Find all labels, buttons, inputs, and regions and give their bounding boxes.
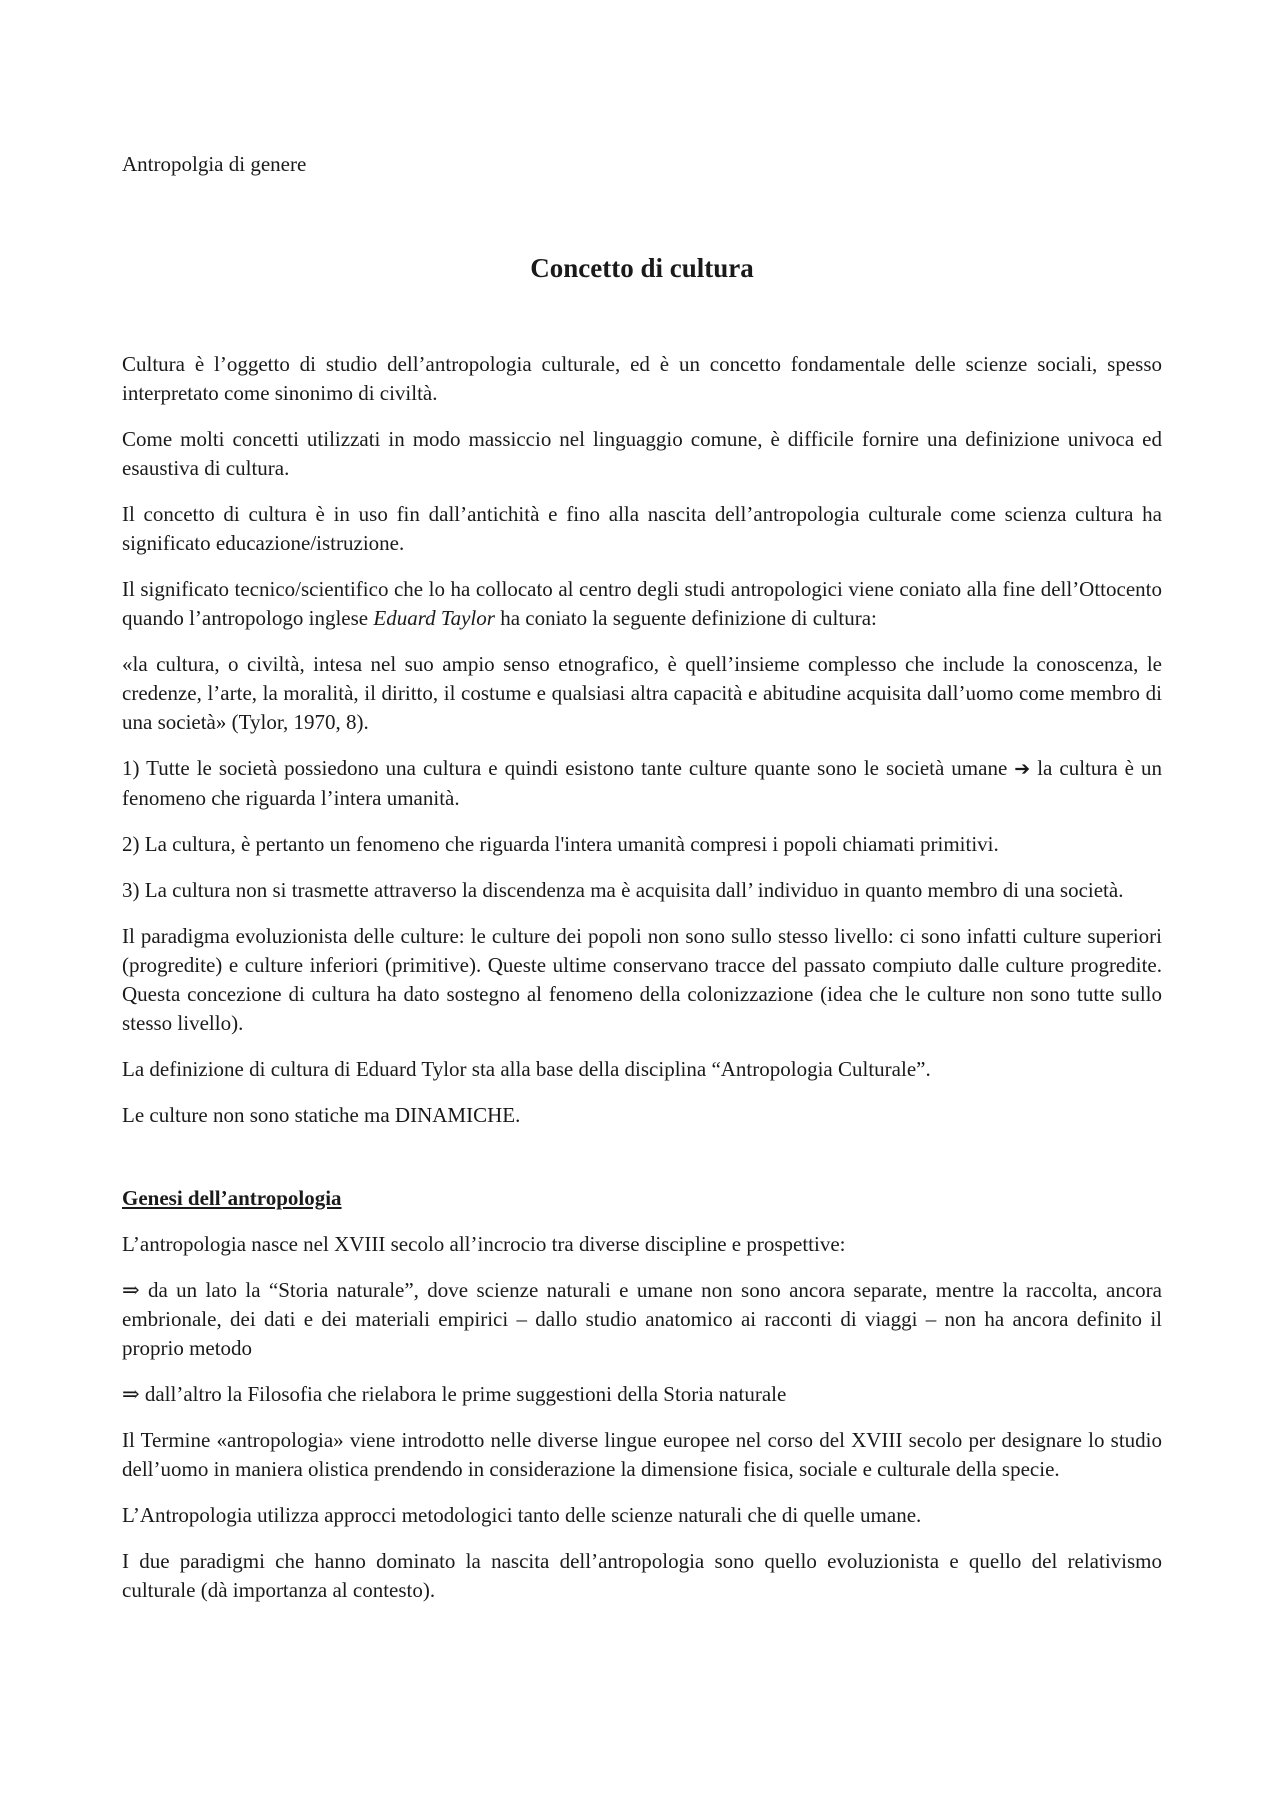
taylor-text-before: Il significato tecnico/scientifico che lo ha collocato al centro degli studi antropologici viene coniato alla fine dell’Ottocento quando l’antropologo inglese [122,577,1162,630]
paragraph-genesi-intro: L’antropologia nasce nel XVIII secolo all’incrocio tra diverse discipline e prospettive: [122,1232,846,1256]
paragraph-term: Il Termine «antropologia» viene introdotto nelle diverse lingue europee nel corso del XVIII secolo per designare lo studio dell’uomo in maniera olistica prendendo in considerazione la dimensione fisica, sociale e culturale della specie. [122,1428,1162,1481]
paragraph-history: Il concetto di cultura è in uso fin dall’antichità e fino alla nascita dell’antropologia culturale come scienza cultura ha significato educazione/istruzione. [122,502,1162,555]
paragraph-bullet-storia-naturale: ⇒ da un lato la “Storia naturale”, dove scienze naturali e umane non sono ancora separate, mentre la raccolta, ancora embrionale, dei dati e dei materiali empirici – dallo studio anatomico ai racconti di viaggi – non ha ancora definito il proprio metodo [122,1278,1162,1360]
paragraph-bullet-filosofia: ⇒ dall’altro la Filosofia che rielabora le prime suggestioni della Storia naturale [122,1382,787,1406]
paragraph-intro: Cultura è l’oggetto di studio dell’antropologia culturale, ed è un concetto fondamentale delle scienze sociali, spesso interpretato come sinonimo di civiltà. [122,352,1162,405]
paragraph-quote: «la cultura, o civiltà, intesa nel suo ampio senso etnografico, è quell’insieme complesso che include la conoscenza, le credenze, l’arte, la moralità, il diritto, il costume e qualsiasi altra capacità e abitudine acquisita dall’uomo come membro di una società» (Tylor, 1970, 8). [122,652,1162,734]
document-body [122,350,1162,1622]
page-title: Concetto di cultura [530,253,754,283]
paragraph-definition-difficulty: Come molti concetti utilizzati in modo massiccio nel linguaggio comune, è difficile fornire una definizione univoca ed esaustiva di cultura. [122,427,1162,480]
section-heading-genesi: Genesi dell’antropologia [122,1186,342,1210]
point-1-after: la cultura è un fenomeno che riguarda l’intera umanità. [122,756,1162,810]
paragraph-paradigm: Il paradigma evoluzionista delle culture: le culture dei popoli non sono sullo stesso livello: ci sono infatti culture superiori (progredite) e culture inferiori (primitive). Queste ultime conservano tracce del passato compiuto dalle culture progredite. Questa concezione di cultura ha dato sostegno al fenomeno della colonizzazione (idea che le culture non sono tutte sullo stesso livello). [122,924,1162,1035]
paragraph-point-2: 2) La cultura, è pertanto un fenomeno che riguarda l'intera umanità compresi i popoli chiamati primitivi. [122,832,999,856]
document-header: Antropolgia di genere [122,152,307,176]
paragraph-point-1 [122,754,1162,813]
taylor-name: Eduard Taylor [373,606,495,630]
paragraph-dynamic: Le culture non sono statiche ma DINAMICHE. [122,1103,521,1127]
page-content [122,150,1162,1602]
paragraph-paradigms: I due paradigmi che hanno dominato la nascita dell’antropologia sono quello evoluzionista e quello del relativismo culturale (dà importanza al contesto). [122,1549,1162,1602]
paragraph-approaches: L’Antropologia utilizza approcci metodologici tanto delle scienze naturali che di quelle umane. [122,1503,922,1527]
arrow-right-icon: ➔ [1014,758,1031,780]
taylor-text-after: ha coniato la seguente definizione di cultura: [494,606,877,630]
paragraph-taylor [122,575,1162,633]
paragraph-definition-base: La definizione di cultura di Eduard Tylor sta alla base della disciplina “Antropologia Culturale”. [122,1057,931,1081]
paragraph-point-3: 3) La cultura non si trasmette attraverso la discendenza ma è acquisita dall’ individuo in quanto membro di una società. [122,878,1124,902]
point-1-before: 1) Tutte le società possiedono una cultura e quindi esistono tante culture quante sono le società umane [122,756,1015,780]
